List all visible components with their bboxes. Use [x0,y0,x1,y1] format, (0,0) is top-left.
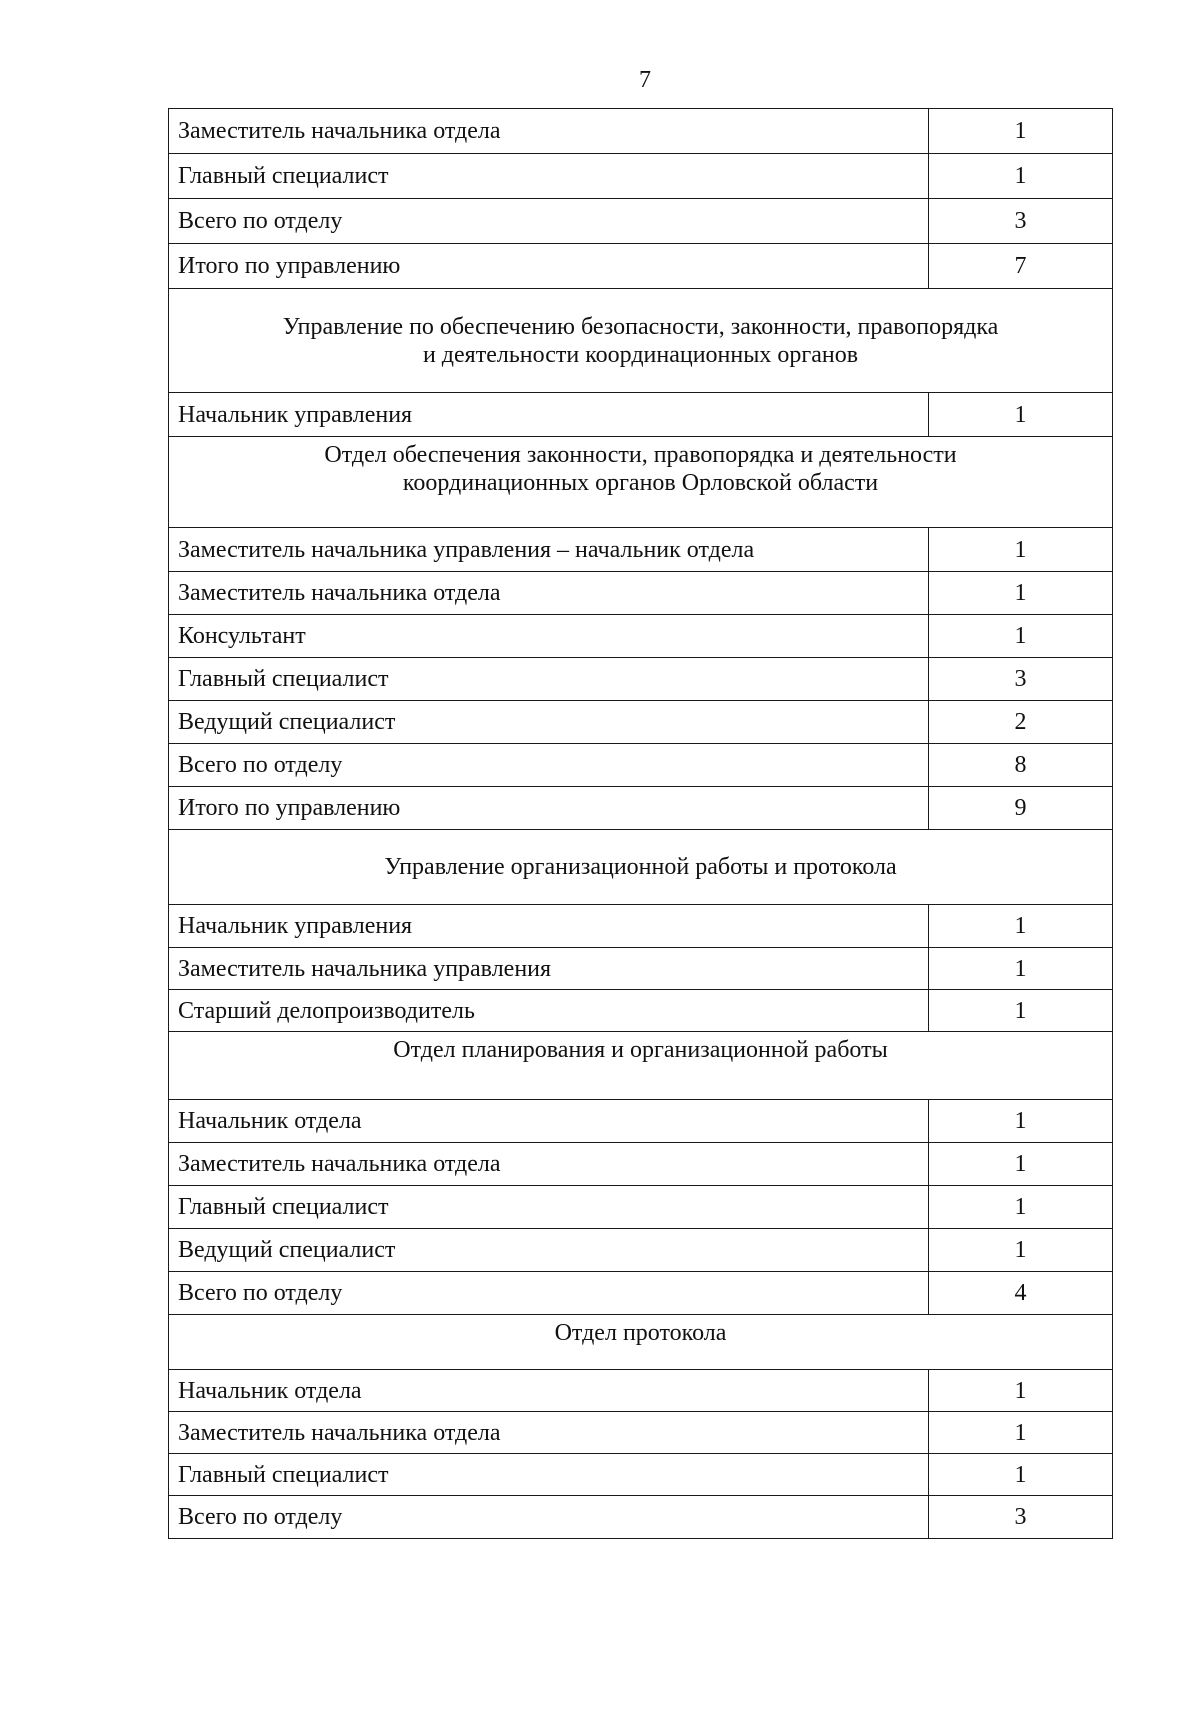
position-count: 3 [929,658,1113,701]
position-count: 1 [929,905,1113,948]
position-title: Заместитель начальника отдела [169,109,929,154]
position-count: 1 [929,1186,1113,1229]
position-title: Заместитель начальника управления [169,948,929,990]
position-count: 1 [929,1100,1113,1143]
position-count: 1 [929,1370,1113,1412]
position-title: Всего по отделу [169,744,929,787]
section-heading [169,1315,1113,1370]
section-heading [169,830,1113,905]
section-heading [169,289,1113,393]
section-heading-row [169,437,1113,528]
position-title: Начальник отдела [169,1100,929,1143]
position-row [169,1100,1113,1143]
position-count: 3 [929,199,1113,244]
section-heading-line: Управление по обеспечению безопасности, законности, правопорядка [282,313,999,340]
position-title: Всего по отделу [169,199,929,244]
position-count: 1 [929,615,1113,658]
section-heading-line: координационных органов Орловской области [402,470,879,496]
position-row [169,1412,1113,1454]
position-title: Главный специалист [169,1454,929,1496]
position-count: 8 [929,744,1113,787]
position-title: Заместитель начальника управления – начальник отдела [169,528,929,572]
position-row [169,528,1113,572]
position-title: Начальник отдела [169,1370,929,1412]
position-row [169,154,1113,199]
position-row [169,244,1113,289]
staffing-table-body [169,109,1113,1539]
position-row [169,658,1113,701]
position-row [169,744,1113,787]
position-title: Ведущий специалист [169,1229,929,1272]
position-count: 3 [929,1496,1113,1539]
position-title: Главный специалист [169,658,929,701]
staffing-table [168,108,1113,1539]
position-title: Старший делопроизводитель [169,990,929,1032]
position-title: Ведущий специалист [169,701,929,744]
position-count: 1 [929,109,1113,154]
position-row [169,572,1113,615]
position-count: 9 [929,787,1113,830]
position-title: Начальник управления [169,905,929,948]
position-count: 7 [929,244,1113,289]
position-count: 1 [929,572,1113,615]
position-title: Итого по управлению [169,244,929,289]
position-title: Заместитель начальника отдела [169,1412,929,1454]
position-title: Всего по отделу [169,1272,929,1315]
section-heading-line: Отдел обеспечения законности, правопорядка и деятельности [324,442,957,468]
position-title: Консультант [169,615,929,658]
position-row [169,1229,1113,1272]
page-number: 7 [639,67,651,93]
position-row [169,948,1113,990]
section-heading-line: Отдел планирования и организационной работы [393,1037,888,1063]
section-heading [169,437,1113,528]
position-title: Заместитель начальника отдела [169,572,929,615]
section-heading [169,1032,1113,1100]
position-row [169,615,1113,658]
position-count: 1 [929,393,1113,437]
section-heading-line: и деятельности координационных органов [422,341,859,368]
section-heading-row [169,1032,1113,1100]
position-count: 1 [929,948,1113,990]
position-row [169,701,1113,744]
section-heading-row [169,830,1113,905]
position-title: Всего по отделу [169,1496,929,1539]
position-row [169,905,1113,948]
position-count: 2 [929,701,1113,744]
position-row [169,1272,1113,1315]
position-row [169,1496,1113,1539]
position-row [169,1454,1113,1496]
position-count: 1 [929,1412,1113,1454]
position-title: Главный специалист [169,154,929,199]
position-row [169,199,1113,244]
section-heading-row [169,1315,1113,1370]
position-count: 1 [929,528,1113,572]
position-count: 1 [929,990,1113,1032]
position-title: Итого по управлению [169,787,929,830]
position-row [169,1370,1113,1412]
position-row [169,990,1113,1032]
position-row [169,1186,1113,1229]
position-title: Главный специалист [169,1186,929,1229]
position-count: 1 [929,154,1113,199]
position-row [169,109,1113,154]
section-heading-line: Отдел протокола [554,1320,727,1346]
position-count: 4 [929,1272,1113,1315]
position-count: 1 [929,1143,1113,1186]
position-row [169,1143,1113,1186]
position-row [169,787,1113,830]
position-title: Заместитель начальника отдела [169,1143,929,1186]
position-row [169,393,1113,437]
section-heading-line: Управление организационной работы и протокола [384,854,897,880]
position-title: Начальник управления [169,393,929,437]
position-count: 1 [929,1229,1113,1272]
section-heading-row [169,289,1113,393]
position-count: 1 [929,1454,1113,1496]
